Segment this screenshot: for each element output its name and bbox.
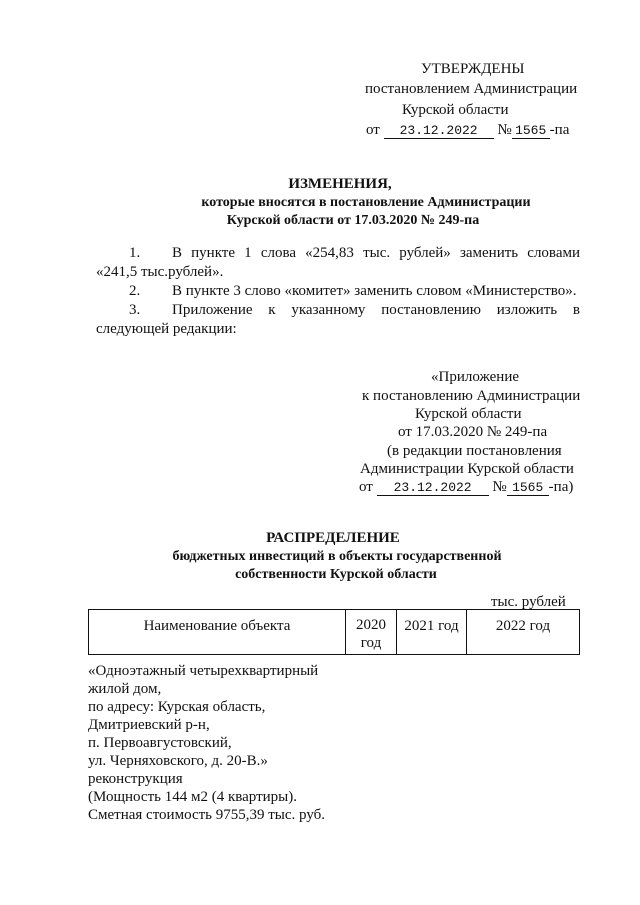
appendix-line-1: «Приложение bbox=[431, 369, 520, 385]
distribution-title: РАСПРЕДЕЛЕНИЕ bbox=[266, 530, 400, 546]
appendix-date-line bbox=[359, 478, 573, 496]
approval-line1: постановлением Администрации bbox=[365, 81, 578, 97]
appendix-line-5: (в редакции постановления bbox=[387, 443, 562, 459]
approval-date: 23.12.2022 bbox=[384, 123, 494, 139]
appendix-number-label: № bbox=[492, 479, 507, 495]
object-line-4: Дмитриевский р-н, bbox=[88, 717, 210, 733]
object-line-8: (Мощность 144 м2 (4 квартиры). bbox=[88, 789, 297, 805]
changes-subtitle-1: которые вносятся в постановление Администрации bbox=[201, 195, 531, 210]
item-2-text: В пункте 3 слово «комитет» заменить словом «Министерство». bbox=[172, 283, 577, 299]
object-line-1: «Одноэтажный четырехквартирный bbox=[88, 663, 319, 679]
units-label: тыс. рублей bbox=[491, 594, 566, 610]
approval-number: 1565 bbox=[512, 123, 550, 139]
appendix-from-label: от bbox=[359, 479, 373, 495]
distribution-subtitle-1: бюджетных инвестиций в объекты государственной bbox=[172, 549, 502, 564]
item-3-text: Приложение к указанному постановлению изложить в bbox=[172, 302, 580, 318]
appendix-date: 23.12.2022 bbox=[377, 480, 489, 496]
item-2-number: 2. bbox=[129, 283, 141, 299]
approval-from-label: от bbox=[366, 122, 380, 138]
approval-title: УТВЕРЖДЕНЫ bbox=[421, 61, 525, 77]
object-line-6: ул. Черняховского, д. 20-В.» bbox=[88, 753, 268, 769]
approval-date-line bbox=[366, 121, 569, 139]
header-object-name: Наименование объекта bbox=[143, 618, 291, 634]
object-line-2: жилой дом, bbox=[88, 681, 162, 697]
header-2021: 2021 год bbox=[396, 610, 466, 654]
appendix-line-3: Курской области bbox=[415, 406, 522, 422]
object-line-7: реконструкция bbox=[88, 771, 183, 787]
appendix-line-2: к постановлению Администрации bbox=[362, 388, 581, 404]
appendix-line-4: от 17.03.2020 № 249-па bbox=[398, 424, 548, 440]
changes-subtitle-2: Курской области от 17.03.2020 № 249-па bbox=[226, 213, 480, 228]
distribution-table-header bbox=[88, 609, 580, 655]
appendix-number: 1565 bbox=[507, 480, 549, 496]
changes-title: ИЗМЕНЕНИЯ, bbox=[288, 176, 392, 192]
approval-suffix: -па bbox=[549, 122, 570, 138]
appendix-line-6: Администрации Курской области bbox=[360, 461, 574, 477]
header-2020: 2020 год bbox=[345, 610, 396, 654]
item-1-text: В пункте 1 слова «254,83 тыс. рублей» заменить словами bbox=[172, 245, 580, 261]
header-2022: 2022 год bbox=[466, 610, 579, 654]
appendix-suffix: -па) bbox=[548, 479, 574, 495]
item-3-number: 3. bbox=[129, 302, 141, 318]
object-line-5: п. Первоавгустовский, bbox=[88, 735, 232, 751]
item-1-text-cont: «241,5 тыс.рублей». bbox=[96, 264, 224, 280]
item-1-number: 1. bbox=[129, 245, 141, 261]
approval-line2: Курской области bbox=[402, 102, 509, 118]
approval-number-label: № bbox=[497, 122, 512, 138]
object-line-9: Сметная стоимость 9755,39 тыс. руб. bbox=[88, 807, 326, 823]
object-line-3: по адресу: Курская область, bbox=[88, 699, 266, 715]
distribution-subtitle-2: собственности Курской области bbox=[235, 567, 437, 582]
item-3-text-cont: следующей редакции: bbox=[96, 321, 237, 337]
